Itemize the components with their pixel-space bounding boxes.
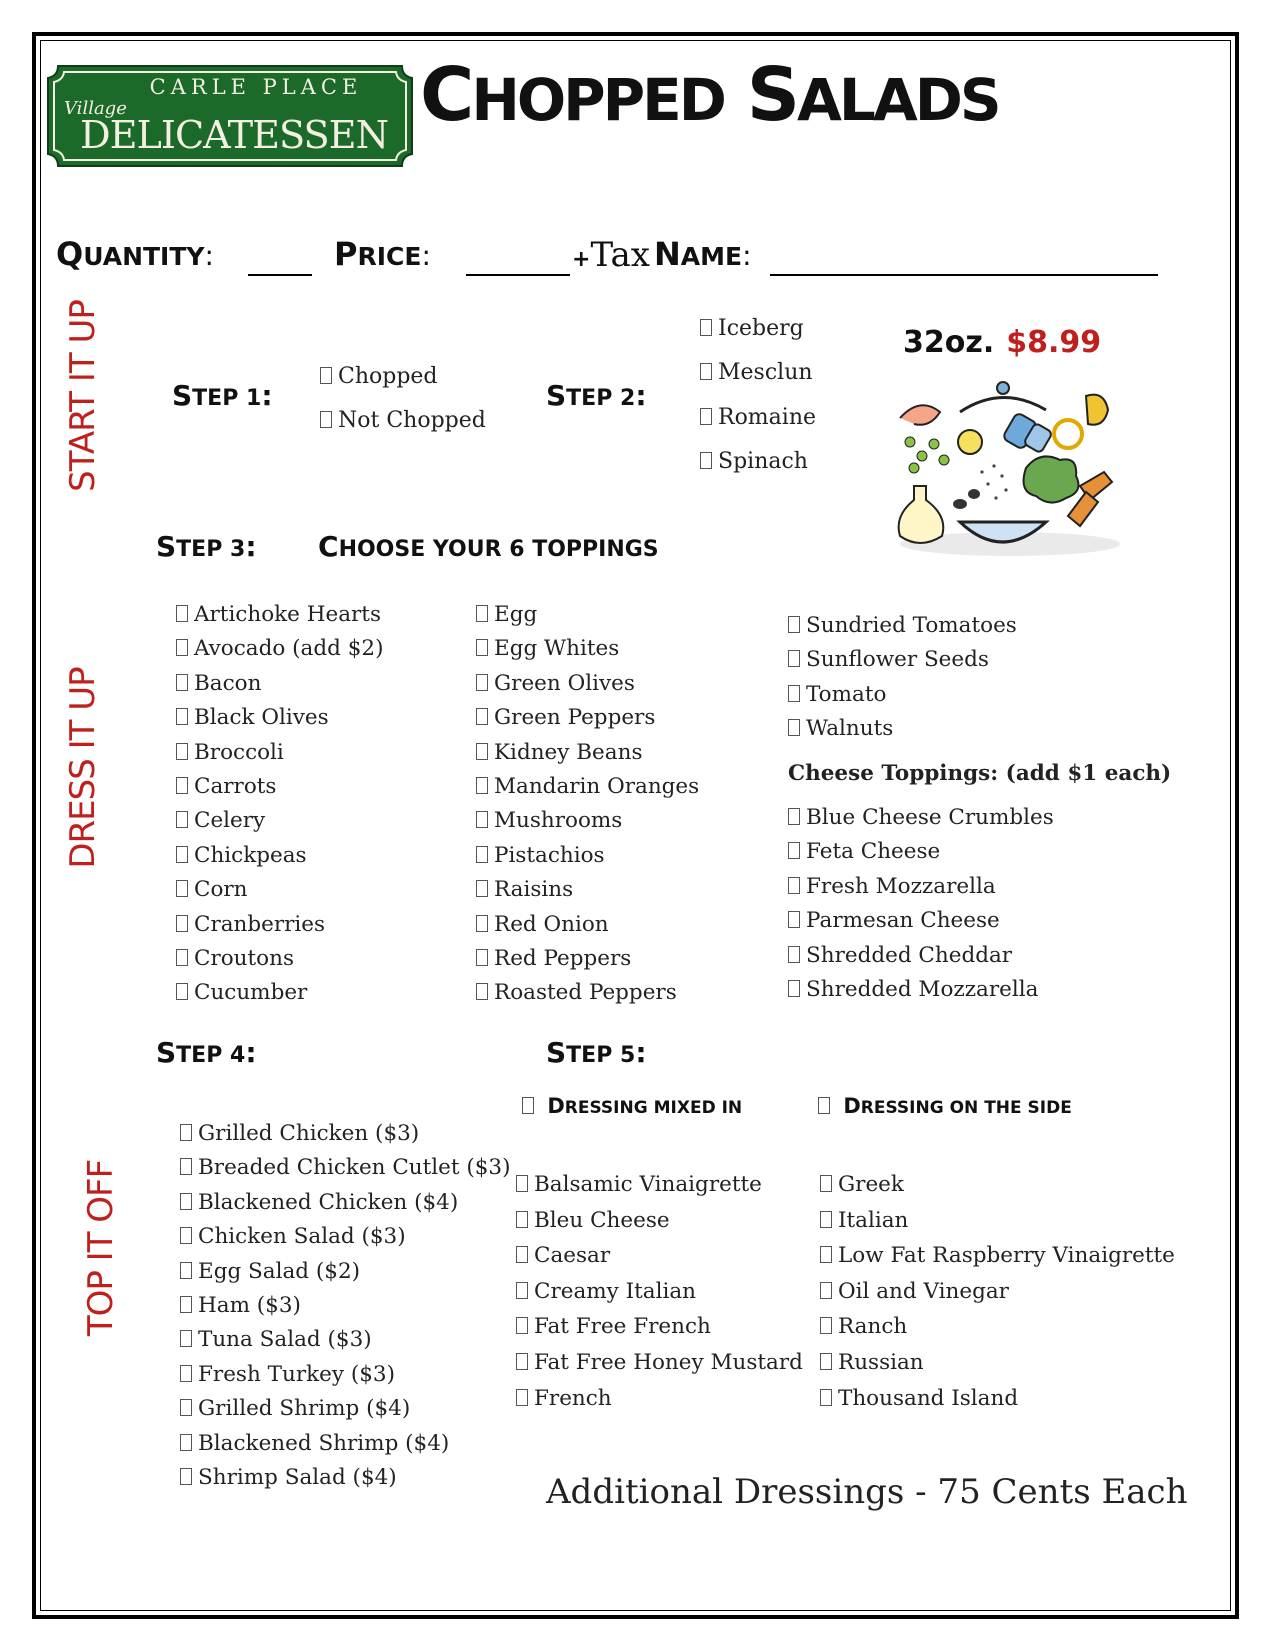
protein-option[interactable]: Shrimp Salad ($4) xyxy=(180,1461,511,1495)
topping-option[interactable]: Walnuts xyxy=(788,712,1017,746)
protein-option[interactable]: Blackened Shrimp ($4) xyxy=(180,1427,511,1461)
logo-line1: CARLE PLACE xyxy=(149,75,363,99)
dressing-option[interactable]: Ranch xyxy=(820,1309,1175,1345)
checkbox[interactable] xyxy=(818,1097,830,1114)
protein-option[interactable]: Egg Salad ($2) xyxy=(180,1255,511,1289)
dressing-option[interactable]: French xyxy=(516,1381,803,1417)
protein-option[interactable]: Grilled Chicken ($3) xyxy=(180,1117,511,1151)
topping-option[interactable]: Celery xyxy=(176,804,383,838)
topping-option[interactable]: Mandarin Oranges xyxy=(476,770,699,804)
topping-option[interactable]: Pistachios xyxy=(476,839,699,873)
tax-label: +Tax xyxy=(572,235,650,275)
dressing-option[interactable]: Fat Free French xyxy=(516,1309,803,1345)
dressing-option[interactable]: Bleu Cheese xyxy=(516,1203,803,1239)
protein-column xyxy=(180,1117,511,1495)
checkbox[interactable] xyxy=(320,411,332,428)
dressing-column-2 xyxy=(820,1167,1175,1416)
dressing-option[interactable]: Greek xyxy=(820,1167,1175,1203)
name-field[interactable] xyxy=(770,274,1158,276)
topping-option[interactable]: Chickpeas xyxy=(176,839,383,873)
dressing-option[interactable]: Creamy Italian xyxy=(516,1274,803,1310)
topping-option[interactable]: Red Onion xyxy=(476,908,699,942)
dressing-option[interactable]: Thousand Island xyxy=(820,1381,1175,1417)
page-title: CHOPPED SALADS xyxy=(420,52,999,138)
topping-option[interactable]: Red Peppers xyxy=(476,942,699,976)
checkbox[interactable] xyxy=(320,367,332,384)
topping-option[interactable]: Sunflower Seeds xyxy=(788,643,1017,677)
protein-option[interactable]: Grilled Shrimp ($4) xyxy=(180,1392,511,1426)
dressing-option[interactable]: Caesar xyxy=(516,1238,803,1274)
topping-option[interactable]: Tomato xyxy=(788,678,1017,712)
topping-option[interactable]: Mushrooms xyxy=(476,804,699,838)
dressing-option[interactable]: Fat Free Honey Mustard xyxy=(516,1345,803,1381)
cheese-option[interactable]: Shredded Cheddar xyxy=(788,939,1054,973)
step1-option-not-chopped[interactable]: Not Chopped xyxy=(320,410,486,432)
topping-option[interactable]: Sundried Tomatoes xyxy=(788,609,1017,643)
topping-option[interactable]: Raisins xyxy=(476,873,699,907)
toppings-column-2 xyxy=(476,598,699,1011)
step3-instruction: CHOOSE YOUR 6 TOPPINGS xyxy=(318,530,659,563)
cheese-option[interactable]: Blue Cheese Crumbles xyxy=(788,801,1054,835)
step2-option-mesclun[interactable]: Mesclun xyxy=(700,362,813,384)
checkbox[interactable] xyxy=(700,319,712,336)
step2-option-romaine[interactable]: Romaine xyxy=(700,407,816,429)
cheese-option[interactable]: Feta Cheese xyxy=(788,835,1054,869)
checkbox[interactable] xyxy=(700,363,712,380)
topping-option[interactable]: Egg Whites xyxy=(476,632,699,666)
price-label: PRICE: xyxy=(334,235,431,273)
protein-option[interactable]: Chicken Salad ($3) xyxy=(180,1220,511,1254)
dressing-option[interactable]: Oil and Vinegar xyxy=(820,1274,1175,1310)
topping-option[interactable]: Green Peppers xyxy=(476,701,699,735)
step1-option-chopped[interactable]: Chopped xyxy=(320,366,438,388)
topping-option[interactable]: Kidney Beans xyxy=(476,736,699,770)
logo-script: Village xyxy=(64,98,127,119)
toppings-column-1 xyxy=(176,598,383,1011)
step1-heading: STEP 1: xyxy=(172,379,273,412)
cheese-option[interactable]: Shredded Mozzarella xyxy=(788,973,1054,1007)
topping-option[interactable]: Cucumber xyxy=(176,976,383,1010)
cheese-option[interactable]: Parmesan Cheese xyxy=(788,904,1054,938)
dressing-option[interactable]: Low Fat Raspberry Vinaigrette xyxy=(820,1238,1175,1274)
step4-heading: STEP 4: xyxy=(156,1036,257,1069)
additional-dressings-note: Additional Dressings - 75 Cents Each xyxy=(546,1472,1188,1512)
protein-option[interactable]: Tuna Salad ($3) xyxy=(180,1323,511,1357)
step2-option-spinach[interactable]: Spinach xyxy=(700,451,808,473)
dressing-option[interactable]: Balsamic Vinaigrette xyxy=(516,1167,803,1203)
dressing-mixed-in-option[interactable]: DRESSING MIXED IN xyxy=(522,1094,742,1118)
protein-option[interactable]: Breaded Chicken Cutlet ($3) xyxy=(180,1151,511,1185)
salad-illustration-icon xyxy=(890,376,1130,566)
topping-option[interactable]: Avocado (add $2) xyxy=(176,632,383,666)
protein-option[interactable]: Fresh Turkey ($3) xyxy=(180,1358,511,1392)
cheese-option[interactable]: Fresh Mozzarella xyxy=(788,870,1054,904)
toppings-column-3 xyxy=(788,609,1017,747)
topping-option[interactable]: Egg xyxy=(476,598,699,632)
topping-option[interactable]: Cranberries xyxy=(176,908,383,942)
section-dress-it-up: DRESS IT UP xyxy=(63,667,103,869)
topping-option[interactable]: Croutons xyxy=(176,942,383,976)
topping-option[interactable]: Broccoli xyxy=(176,736,383,770)
step5-heading: STEP 5: xyxy=(546,1036,647,1069)
deli-logo xyxy=(44,62,416,170)
topping-option[interactable]: Black Olives xyxy=(176,701,383,735)
cheese-toppings-heading: Cheese Toppings: (add $1 each) xyxy=(788,761,1172,786)
step2-option-iceberg[interactable]: Iceberg xyxy=(700,318,804,340)
step3-heading: STEP 3: xyxy=(156,530,257,563)
topping-option[interactable]: Roasted Peppers xyxy=(476,976,699,1010)
topping-option[interactable]: Corn xyxy=(176,873,383,907)
topping-option[interactable]: Bacon xyxy=(176,667,383,701)
name-label: NAME: xyxy=(654,235,752,273)
checkbox[interactable] xyxy=(700,452,712,469)
quantity-field[interactable] xyxy=(248,274,312,276)
price-badge: 32oz. $8.99 xyxy=(903,325,1102,360)
dressing-option[interactable]: Italian xyxy=(820,1203,1175,1239)
logo-line2: DELICATESSEN xyxy=(80,113,388,157)
section-top-it-off: TOP IT OFF xyxy=(81,1159,121,1337)
protein-option[interactable]: Blackened Chicken ($4) xyxy=(180,1186,511,1220)
topping-option[interactable]: Green Olives xyxy=(476,667,699,701)
price-field[interactable] xyxy=(466,274,570,276)
quantity-label: QUANTITY: xyxy=(56,235,214,273)
cheese-toppings-column xyxy=(788,801,1054,1007)
checkbox[interactable] xyxy=(522,1097,534,1114)
topping-option[interactable]: Artichoke Hearts xyxy=(176,598,383,632)
dressing-on-side-option[interactable]: DRESSING ON THE SIDE xyxy=(818,1094,1072,1118)
dressing-option[interactable]: Russian xyxy=(820,1345,1175,1381)
section-start-it-up: START IT UP xyxy=(63,300,103,492)
topping-option[interactable]: Carrots xyxy=(176,770,383,804)
step2-heading: STEP 2: xyxy=(546,379,647,412)
checkbox[interactable] xyxy=(700,408,712,425)
dressing-column-1 xyxy=(516,1167,803,1416)
protein-option[interactable]: Ham ($3) xyxy=(180,1289,511,1323)
